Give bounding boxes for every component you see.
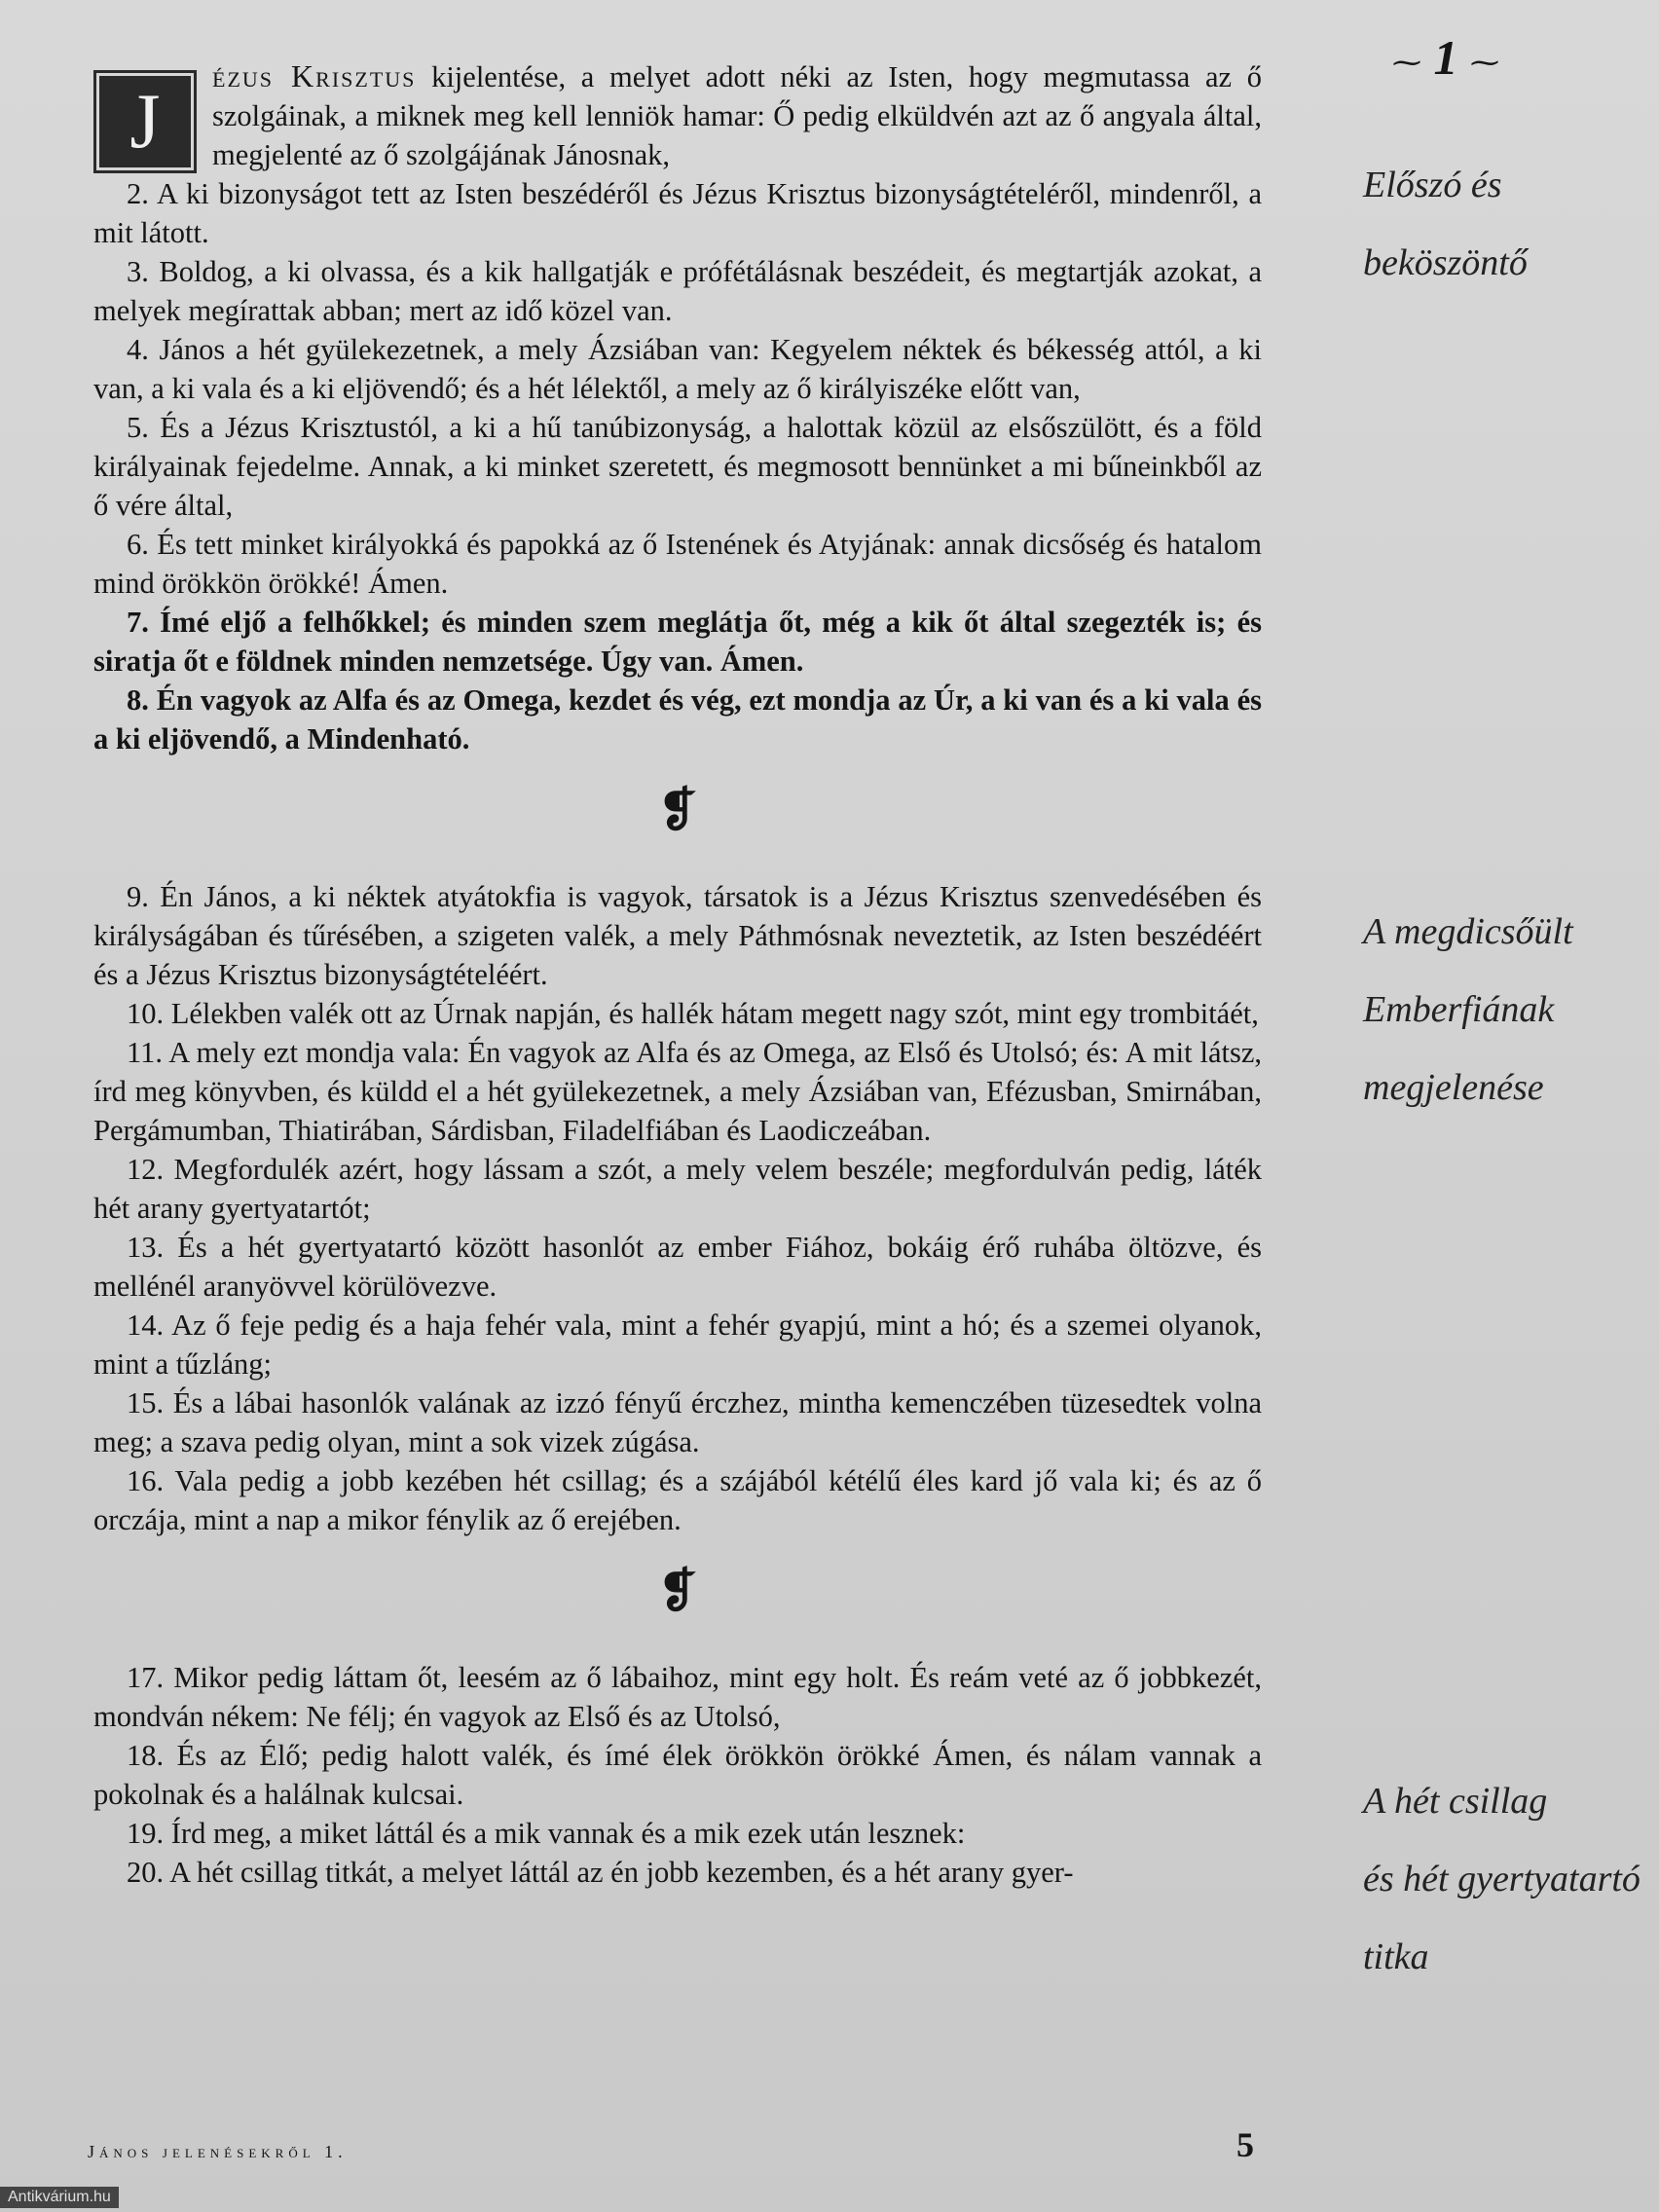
- verse: 17. Mikor pedig láttam őt, leesém az ő lábaihoz, mint egy holt. És reám veté az ő jobbkezét, mondván nékem: Ne félj; én vagyok az Első és az Utolsó,: [93, 1661, 1262, 1733]
- verse-1-text: kijelentése, a melyet adott néki az Isten, hogy megmutassa az ő szolgáinak, a miknek meg kell lenniök hamar: Ő pedig elküldvén azt az ő angyala által, megjelenté az ő szolgájának Jánosnak,: [212, 60, 1262, 171]
- verse: 14. Az ő feje pedig és a haja fehér vala, mint a fehér gyapjú, mint a hó; és a szemei olyanok, mint a tűzláng;: [93, 1309, 1262, 1381]
- sidenote-line: és hét gyertyatartó: [1363, 1859, 1641, 1899]
- verse: 15. És a lábai hasonlók valának az izzó fényű érczhez, mintha kemenczében tüzesedtek volna meg; a szava pedig olyan, mint a sok vizek zúgása.: [93, 1386, 1262, 1458]
- main-text: [93, 56, 1262, 1892]
- watermark: Antikvárium.hu: [0, 2187, 119, 2208]
- chapter-number-text: 1: [1433, 30, 1458, 85]
- verse-bold: 7. Ímé eljő a felhőkkel; és minden szem meglátja őt, még a kik őt által szegezték is; és siratja őt e földnek minden nemzetsége. Úgy van. Ámen.: [93, 606, 1262, 678]
- verse-1: [93, 56, 1262, 174]
- verse: 5. És a Jézus Krisztustól, a ki a hű tanúbizonyság, a halottak közül az elsőszülött, és a föld királyainak fejedelme. Annak, a ki minket szeretett, és megmosott bennünket a mi bűneinkből az ő vére által,: [93, 411, 1262, 522]
- section-divider-icon: ❡: [657, 1566, 698, 1617]
- sidenote-line: titka: [1363, 1936, 1429, 1977]
- verse-bold: 8. Én vagyok az Alfa és az Omega, kezdet és vég, ezt mondja az Úr, a ki van és a ki vala és a ki eljövendő, a Mindenható.: [93, 683, 1262, 756]
- sidenote-3: [1363, 1762, 1645, 1996]
- verse: 3. Boldog, a ki olvassa, és a kik hallgatják e prófétálásnak beszédeit, és megtartják azokat, a melyek megírattak abban; mert az idő közel van.: [93, 255, 1262, 327]
- verse: 16. Vala pedig a jobb kezében hét csillag; és a szájából kétélű éles kard jő vala ki; és az ő orczája, mint a nap a mikor fénylik az ő erejében.: [93, 1464, 1262, 1536]
- sidenote-line: beköszöntő: [1363, 242, 1528, 283]
- verse: 6. És tett minket királyokká és papokká az ő Istenének és Atyjának: annak dicsőség és hatalom mind örökkön örökké! Ámen.: [93, 528, 1262, 600]
- verse: 2. A ki bizonyságot tett az Isten beszédéről és Jézus Krisztus bizonyságtételéről, mindenről, a mit látott.: [93, 177, 1262, 249]
- sidenote-line: Előszó és: [1363, 165, 1502, 205]
- verse: 13. És a hét gyertyatartó között hasonlót az ember Fiához, bokáig érő ruhába öltözve, és mellénél aranyövvel körülövezve.: [93, 1231, 1262, 1303]
- verse: 11. A mely ezt mondja vala: Én vagyok az Alfa és az Omega, az Első és Utolsó; és: A mit látsz, írd meg könyvben, és küldd el a hét gyülekezetnek, a mely Ázsiában van, Efézusban, Smirnában, Pergámumban, Thiatirában, Sárdisban, Filadelfiában és Laodiczeában.: [93, 1036, 1262, 1147]
- verse: 10. Lélekben valék ott az Úrnak napján, és hallék hátam megett nagy szót, mint egy trombitáét,: [127, 997, 1259, 1030]
- chapter-number: [1363, 29, 1529, 86]
- drop-cap: J: [93, 70, 197, 173]
- sidenote-line: A hét csillag: [1363, 1781, 1548, 1822]
- verse: 12. Megfordulék azért, hogy lássam a szót, a mely velem beszéle; megfordulván pedig, láték hét arany gyertyatartót;: [93, 1153, 1262, 1225]
- page-number: 5: [1236, 2125, 1254, 2164]
- sidenote-line: Emberfiának: [1363, 989, 1555, 1030]
- section-divider-icon: ❡: [657, 785, 698, 836]
- ornament-left-icon: ⁓: [1392, 47, 1421, 80]
- sidenote-1: [1363, 146, 1645, 302]
- verse: 4. János a hét gyülekezetnek, a mely Ázsiában van: Kegyelem néktek és békesség attól, a ki van, a ki vala és a ki eljövendő; és a hét lélektől, a mely az ő királyiszéke előtt van,: [93, 333, 1262, 405]
- verse-1-smallcaps: ézus Krisztus: [212, 58, 417, 93]
- sidenote-2: [1363, 893, 1645, 1126]
- sidenote-line: megjelenése: [1363, 1067, 1544, 1108]
- ornament-right-icon: ⁓: [1470, 47, 1499, 80]
- verse: 9. Én János, a ki néktek atyátokfia is vagyok, társatok is a Jézus Krisztus szenvedésében és királyságában és tűrésében, a szigeten valék, a mely Páthmósnak neveztetik, az Isten beszédéért és a Jézus Krisztus bizonyságtételéért.: [93, 880, 1262, 991]
- verse: 19. Írd meg, a miket láttál és a mik vannak és a mik ezek után lesznek:: [127, 1817, 966, 1850]
- verse: 18. És az Élő; pedig halott valék, és ímé élek örökkön örökké Ámen, és nálam vannak a pokolnak és a halálnak kulcsai.: [93, 1739, 1262, 1811]
- running-footer-title: János jelenésekről 1.: [88, 2142, 348, 2161]
- sidenote-line: A megdicsőült: [1363, 911, 1573, 952]
- verse: 20. A hét csillag titkát, a melyet láttál az én jobb kezemben, és a hét arany gyer-: [127, 1856, 1074, 1889]
